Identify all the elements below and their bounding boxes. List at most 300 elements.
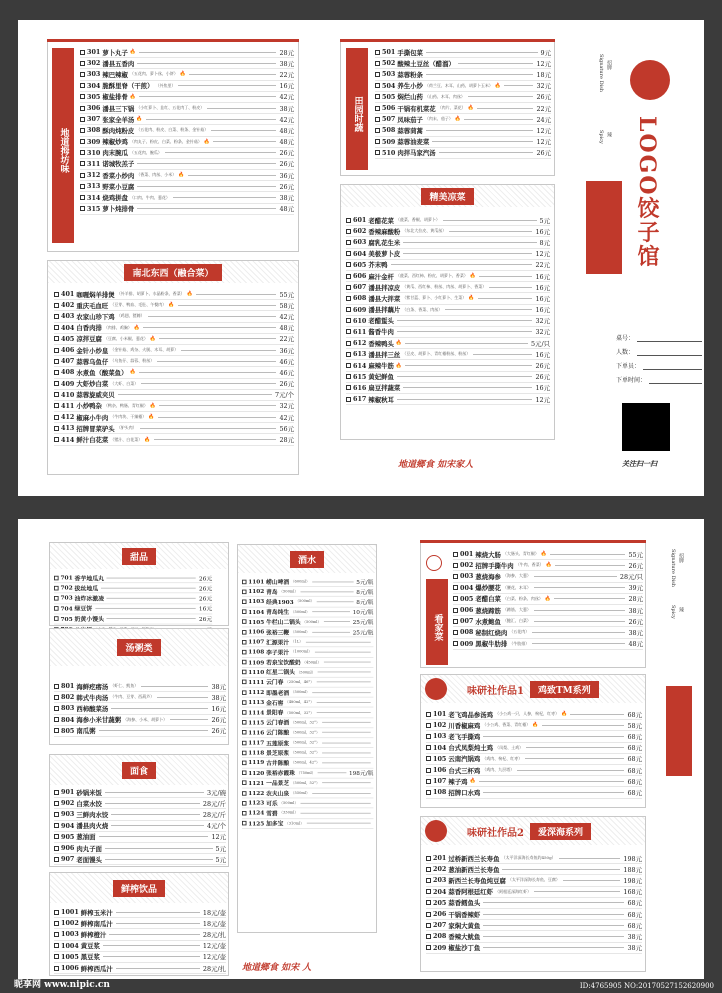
checkbox-icon[interactable]	[346, 229, 351, 234]
menu-item[interactable]	[54, 843, 226, 854]
menu-item[interactable]	[426, 931, 642, 942]
checkbox-icon[interactable]	[80, 72, 85, 77]
checkbox-icon[interactable]	[375, 139, 380, 144]
checkbox-icon[interactable]	[54, 606, 59, 611]
menu-item[interactable]	[453, 627, 643, 638]
menu-item[interactable]	[54, 681, 226, 692]
checkbox-icon[interactable]	[242, 610, 247, 615]
item-name: 1107	[248, 638, 265, 646]
checkbox-icon[interactable]	[375, 94, 380, 99]
menu-item[interactable]	[80, 137, 294, 148]
checkbox-icon[interactable]	[346, 285, 351, 290]
menu-item[interactable]	[346, 282, 550, 293]
checkbox-icon[interactable]	[346, 318, 351, 323]
menu-item[interactable]	[426, 853, 642, 864]
menu-item[interactable]	[346, 338, 550, 349]
checkbox-icon[interactable]	[242, 740, 247, 745]
item-price: 12元/壶	[202, 942, 226, 951]
checkbox-icon[interactable]	[54, 932, 59, 937]
checkbox-icon[interactable]	[54, 921, 59, 926]
menu-item[interactable]	[80, 81, 294, 92]
menu-item[interactable]	[375, 69, 551, 80]
checkbox-icon[interactable]	[80, 173, 85, 178]
checkbox-icon[interactable]	[54, 336, 59, 341]
menu-item[interactable]	[242, 718, 373, 728]
checkbox-icon[interactable]	[426, 889, 431, 894]
menu-item[interactable]	[242, 748, 373, 758]
qr-caption: 关注扫一扫	[622, 459, 657, 468]
item-name: 704	[60, 604, 73, 613]
checkbox-icon[interactable]	[242, 761, 247, 766]
item-title: 招牌口水鸡	[448, 788, 481, 797]
menu-item[interactable]	[54, 787, 226, 798]
menu-item[interactable]	[346, 249, 550, 260]
checkbox-icon[interactable]	[80, 128, 85, 133]
checkbox-icon[interactable]	[54, 812, 59, 817]
checkbox-icon[interactable]	[242, 650, 247, 655]
menu-item[interactable]	[242, 698, 373, 708]
item-price: 38元	[628, 628, 643, 637]
checkbox-icon[interactable]	[242, 781, 247, 786]
menu-item[interactable]	[54, 929, 226, 940]
menu-item[interactable]	[426, 709, 642, 720]
leader-line	[312, 793, 370, 794]
menu-item[interactable]	[346, 327, 550, 338]
menu-item[interactable]	[346, 394, 550, 405]
menu-item[interactable]	[453, 594, 643, 605]
checkbox-icon[interactable]	[242, 730, 247, 735]
checkbox-icon[interactable]	[346, 363, 351, 368]
item-title: 葱油新西兰长寿鱼	[448, 865, 500, 874]
menu-item[interactable]	[346, 305, 550, 316]
checkbox-icon[interactable]	[242, 771, 247, 776]
checkbox-icon[interactable]	[426, 745, 431, 750]
menu-item[interactable]	[54, 703, 226, 714]
item-price: 42元	[279, 312, 294, 321]
leader-line	[105, 792, 204, 793]
checkbox-icon[interactable]	[54, 586, 59, 591]
menu-item[interactable]	[54, 918, 226, 929]
menu-item[interactable]	[80, 103, 294, 114]
checkbox-icon[interactable]	[54, 370, 59, 375]
checkbox-icon[interactable]	[242, 720, 247, 725]
menu-item[interactable]	[426, 898, 642, 909]
menu-item[interactable]	[54, 423, 294, 434]
menu-item[interactable]	[375, 103, 551, 114]
menu-item[interactable]	[453, 571, 643, 582]
section-side-label: 地道拇坊味	[52, 48, 74, 243]
checkbox-icon[interactable]	[54, 292, 59, 297]
menu-item[interactable]	[54, 583, 212, 593]
checkbox-icon[interactable]	[54, 943, 59, 948]
menu-item[interactable]	[453, 583, 643, 594]
menu-item[interactable]	[426, 909, 642, 920]
menu-item[interactable]	[54, 907, 226, 918]
checkbox-icon[interactable]	[426, 723, 431, 728]
checkbox-icon[interactable]	[54, 392, 59, 397]
checkbox-icon[interactable]	[426, 900, 431, 905]
menu-item[interactable]	[80, 159, 294, 170]
menu-item[interactable]	[80, 170, 294, 181]
menu-item[interactable]	[346, 237, 550, 248]
menu-item[interactable]	[242, 597, 373, 607]
checkbox-icon[interactable]	[242, 670, 247, 675]
checkbox-icon[interactable]	[80, 117, 85, 122]
menu-item[interactable]	[242, 738, 373, 748]
menu-item[interactable]	[54, 963, 226, 974]
menu-item[interactable]	[426, 720, 642, 731]
menu-item[interactable]	[242, 678, 373, 688]
checkbox-icon[interactable]	[80, 161, 85, 166]
menu-item[interactable]	[54, 573, 212, 583]
checkbox-icon[interactable]	[80, 106, 85, 111]
checkbox-icon[interactable]	[453, 574, 458, 579]
checkbox-icon[interactable]	[346, 352, 351, 357]
checkbox-icon[interactable]	[426, 856, 431, 861]
checkbox-icon[interactable]	[54, 426, 59, 431]
item-price: 26元	[279, 380, 294, 389]
menu-item[interactable]	[80, 181, 294, 192]
item-desc: （肉丸子、粉皮、白菜、粉条、金针菇）	[129, 138, 202, 144]
item-price: 36元	[279, 171, 294, 180]
checkbox-icon[interactable]	[426, 790, 431, 795]
menu-item[interactable]	[54, 390, 294, 401]
menu-item[interactable]	[346, 360, 550, 371]
menu-item[interactable]	[375, 81, 551, 92]
menu-item[interactable]	[80, 47, 294, 58]
drinks-section	[237, 544, 377, 933]
menu-item[interactable]	[375, 137, 551, 148]
menu-item[interactable]	[242, 587, 373, 597]
checkbox-icon[interactable]	[346, 274, 351, 279]
checkbox-icon[interactable]	[54, 403, 59, 408]
item-price: 48元	[279, 324, 294, 333]
checkbox-icon[interactable]	[242, 599, 247, 604]
menu-item[interactable]	[54, 854, 226, 865]
checkbox-icon[interactable]	[54, 596, 59, 601]
item-desc: （白菜、粉条、肉丝）	[502, 595, 543, 601]
menu-item[interactable]	[426, 920, 642, 931]
menu-item[interactable]	[426, 765, 642, 776]
menu-item[interactable]	[80, 58, 294, 69]
checkbox-icon[interactable]	[242, 791, 247, 796]
checkbox-icon[interactable]	[54, 801, 59, 806]
checkbox-icon[interactable]	[453, 563, 458, 568]
menu-item[interactable]	[80, 69, 294, 80]
checkbox-icon[interactable]	[242, 801, 247, 806]
menu-item[interactable]	[54, 594, 212, 604]
menu-item[interactable]	[242, 617, 373, 627]
checkbox-icon[interactable]	[426, 756, 431, 761]
checkbox-icon[interactable]	[54, 348, 59, 353]
checkbox-icon[interactable]	[346, 341, 351, 346]
item-desc: （750ml）	[296, 770, 316, 775]
menu-item[interactable]	[426, 864, 642, 875]
menu-item[interactable]	[453, 605, 643, 616]
checkbox-icon[interactable]	[375, 106, 380, 111]
menu-item[interactable]	[375, 92, 551, 103]
item-name: 1102	[248, 588, 265, 596]
menu-item[interactable]	[242, 758, 373, 768]
menu-item[interactable]	[54, 345, 294, 356]
checkbox-icon[interactable]	[242, 811, 247, 816]
menu-item[interactable]	[346, 271, 550, 282]
menu-item[interactable]	[54, 821, 226, 832]
leader-line	[99, 730, 209, 731]
menu-item[interactable]	[54, 289, 294, 300]
menu-item[interactable]	[346, 372, 550, 383]
checkbox-icon[interactable]	[346, 385, 351, 390]
checkbox-icon[interactable]	[54, 314, 59, 319]
checkbox-icon[interactable]	[453, 552, 458, 557]
checkbox-icon[interactable]	[54, 575, 59, 580]
checkbox-icon[interactable]	[54, 684, 59, 689]
menu-item[interactable]	[242, 647, 373, 657]
checkbox-icon[interactable]	[242, 821, 247, 826]
checkbox-icon[interactable]	[54, 834, 59, 839]
checkbox-icon[interactable]	[54, 790, 59, 795]
menu-item[interactable]	[346, 293, 550, 304]
menu-item[interactable]	[242, 658, 373, 668]
menu-item[interactable]	[54, 614, 212, 624]
menu-item[interactable]	[375, 148, 551, 159]
checkbox-icon[interactable]	[453, 596, 458, 601]
checkbox-icon[interactable]	[242, 680, 247, 685]
checkbox-icon[interactable]	[242, 620, 247, 625]
leader-line	[532, 643, 625, 644]
item-price: 28元/斤	[202, 810, 226, 819]
checkbox-icon[interactable]	[453, 608, 458, 613]
checkbox-icon[interactable]	[375, 150, 380, 155]
checkbox-icon[interactable]	[426, 867, 431, 872]
checkbox-icon[interactable]	[54, 381, 59, 386]
checkbox-icon[interactable]	[54, 437, 59, 442]
checkbox-icon[interactable]	[426, 912, 431, 917]
menu-item[interactable]	[242, 607, 373, 617]
checkbox-icon[interactable]	[54, 728, 59, 733]
checkbox-icon[interactable]	[426, 878, 431, 883]
menu-item[interactable]	[54, 379, 294, 390]
checkbox-icon[interactable]	[426, 923, 431, 928]
menu-item[interactable]	[54, 356, 294, 367]
checkbox-icon[interactable]	[375, 117, 380, 122]
item-title: 香辣麻酸粉	[368, 227, 401, 236]
item-name: 308	[87, 126, 101, 135]
checkbox-icon[interactable]	[346, 329, 351, 334]
item-name: 406	[61, 346, 75, 355]
checkbox-icon[interactable]	[453, 630, 458, 635]
menu-item[interactable]	[242, 768, 373, 778]
menu-item[interactable]	[54, 692, 226, 703]
checkbox-icon[interactable]	[80, 150, 85, 155]
menu-item[interactable]	[54, 434, 294, 445]
menu-item[interactable]	[54, 952, 226, 963]
menu-item[interactable]	[242, 778, 373, 788]
menu-item[interactable]	[80, 114, 294, 125]
menu-item[interactable]	[54, 798, 226, 809]
leader-line	[403, 242, 536, 243]
checkbox-icon[interactable]	[80, 206, 85, 211]
checkbox-icon[interactable]	[426, 768, 431, 773]
checkbox-icon[interactable]	[242, 640, 247, 645]
item-list	[80, 47, 294, 215]
menu-item[interactable]	[242, 577, 373, 587]
menu-item[interactable]	[426, 776, 642, 787]
checkbox-icon[interactable]	[54, 415, 59, 420]
menu-item[interactable]	[426, 875, 642, 886]
menu-item[interactable]	[54, 367, 294, 378]
menu-item[interactable]	[54, 604, 212, 614]
checkbox-icon[interactable]	[80, 61, 85, 66]
checkbox-icon[interactable]	[54, 857, 59, 862]
checkbox-icon[interactable]	[54, 303, 59, 308]
menu-item[interactable]	[242, 627, 373, 637]
checkbox-icon[interactable]	[80, 139, 85, 144]
menu-item[interactable]	[426, 743, 642, 754]
item-name: 412	[61, 413, 75, 422]
menu-item[interactable]	[346, 260, 550, 271]
menu-item[interactable]	[453, 639, 643, 650]
checkbox-icon[interactable]	[375, 72, 380, 77]
item-price: 5元	[215, 844, 226, 853]
menu-item[interactable]	[54, 715, 226, 726]
checkbox-icon[interactable]	[453, 641, 458, 646]
checkbox-icon[interactable]	[242, 630, 247, 635]
menu-item[interactable]	[375, 58, 551, 69]
checkbox-icon[interactable]	[242, 710, 247, 715]
menu-item[interactable]	[80, 92, 294, 103]
menu-item[interactable]	[242, 708, 373, 718]
menu-item[interactable]	[426, 787, 642, 798]
menu-item[interactable]	[346, 383, 550, 394]
menu-item[interactable]	[54, 311, 294, 322]
menu-item[interactable]	[242, 668, 373, 678]
checkbox-icon[interactable]	[54, 717, 59, 722]
checkbox-icon[interactable]	[242, 690, 247, 695]
checkbox-icon[interactable]	[242, 579, 247, 584]
menu-item[interactable]	[242, 799, 373, 809]
menu-item[interactable]	[54, 401, 294, 412]
menu-item[interactable]	[54, 300, 294, 311]
menu-item[interactable]	[54, 941, 226, 952]
menu-item[interactable]	[375, 125, 551, 136]
menu-item[interactable]	[242, 637, 373, 647]
menu-item[interactable]	[426, 887, 642, 898]
checkbox-icon[interactable]	[242, 751, 247, 756]
menu-item[interactable]	[54, 323, 294, 334]
menu-item[interactable]	[242, 788, 373, 798]
menu-item[interactable]	[54, 832, 226, 843]
menu-item[interactable]	[242, 728, 373, 738]
menu-item[interactable]	[426, 731, 642, 742]
menu-item[interactable]	[242, 688, 373, 698]
juice-section	[49, 872, 229, 976]
checkbox-icon[interactable]	[80, 184, 85, 189]
menu-item[interactable]	[80, 148, 294, 159]
checkbox-icon[interactable]	[346, 307, 351, 312]
item-name: 801	[61, 682, 75, 691]
menu-item[interactable]	[375, 114, 551, 125]
checkbox-icon[interactable]	[54, 966, 59, 971]
checkbox-icon[interactable]	[346, 262, 351, 267]
menu-item[interactable]	[346, 226, 550, 237]
menu-item[interactable]	[242, 809, 373, 819]
menu-item[interactable]	[80, 125, 294, 136]
checkbox-icon[interactable]	[80, 83, 85, 88]
checkbox-icon[interactable]	[426, 712, 431, 717]
item-price: 46元	[279, 357, 294, 366]
checkbox-icon[interactable]	[54, 325, 59, 330]
checkbox-icon[interactable]	[346, 296, 351, 301]
menu-item[interactable]	[80, 204, 294, 215]
checkbox-icon[interactable]	[242, 700, 247, 705]
checkbox-icon[interactable]	[453, 585, 458, 590]
menu-item[interactable]	[426, 943, 642, 954]
checkbox-icon[interactable]	[54, 823, 59, 828]
checkbox-icon[interactable]	[80, 94, 85, 99]
checkbox-icon[interactable]	[54, 954, 59, 959]
red-accent-block	[666, 686, 692, 776]
menu-item[interactable]	[426, 754, 642, 765]
checkbox-icon[interactable]	[80, 50, 85, 55]
checkbox-icon[interactable]	[375, 128, 380, 133]
checkbox-icon[interactable]	[54, 706, 59, 711]
menu-item[interactable]	[346, 316, 550, 327]
checkbox-icon[interactable]	[54, 846, 59, 851]
checkbox-icon[interactable]	[54, 910, 59, 915]
checkbox-icon[interactable]	[426, 945, 431, 950]
item-price: 3元/碗	[206, 788, 226, 797]
checkbox-icon[interactable]	[346, 251, 351, 256]
checkbox-icon[interactable]	[54, 359, 59, 364]
checkbox-icon[interactable]	[426, 734, 431, 739]
qr-code[interactable]	[622, 403, 670, 451]
checkbox-icon[interactable]	[346, 240, 351, 245]
menu-item[interactable]	[453, 549, 643, 560]
checkbox-icon[interactable]	[242, 660, 247, 665]
checkbox-icon[interactable]	[375, 50, 380, 55]
menu-item[interactable]	[54, 412, 294, 423]
menu-item[interactable]	[453, 616, 643, 627]
checkbox-icon[interactable]	[80, 195, 85, 200]
menu-item[interactable]	[375, 47, 551, 58]
checkbox-icon[interactable]	[242, 589, 247, 594]
checkbox-icon[interactable]	[375, 83, 380, 88]
menu-item[interactable]	[242, 819, 373, 829]
item-desc: （500ml）	[290, 609, 310, 614]
item-name: 504	[382, 81, 396, 90]
checkbox-icon[interactable]	[54, 695, 59, 700]
checkbox-icon[interactable]	[346, 218, 351, 223]
checkbox-icon[interactable]	[54, 617, 59, 622]
menu-item[interactable]	[54, 809, 226, 820]
checkbox-icon[interactable]	[426, 779, 431, 784]
leader-line	[483, 792, 624, 793]
checkbox-icon[interactable]	[426, 934, 431, 939]
menu-item[interactable]	[54, 726, 226, 737]
item-price: 16元	[535, 283, 550, 292]
checkbox-icon[interactable]	[346, 397, 351, 402]
checkbox-icon[interactable]	[375, 61, 380, 66]
menu-item[interactable]	[346, 215, 550, 226]
menu-item[interactable]	[453, 560, 643, 571]
menu-item[interactable]	[54, 334, 294, 345]
item-desc: （500ml，42°）	[290, 760, 320, 765]
checkbox-icon[interactable]	[346, 374, 351, 379]
checkbox-icon[interactable]	[453, 619, 458, 624]
menu-item[interactable]	[346, 349, 550, 360]
menu-item[interactable]	[80, 192, 294, 203]
